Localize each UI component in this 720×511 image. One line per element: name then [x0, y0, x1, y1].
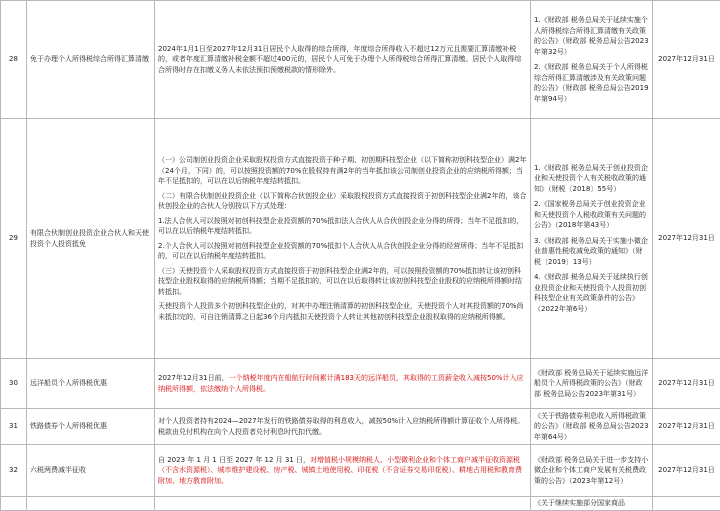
policy-basis [531, 497, 653, 511]
table-row [1, 497, 720, 511]
policy-name: 铁路债券个人所得税优惠 [27, 409, 155, 445]
expiry-date [653, 497, 720, 511]
content-text: 自 2023 年 1 月 1 日至 2027 年 12 月 31 日， [158, 455, 311, 464]
row-number: 30 [1, 359, 27, 409]
policy-content [155, 497, 531, 511]
table-row [1, 1, 720, 119]
policy-name: 远洋船员个人所得税优惠 [27, 359, 155, 409]
basis-item: 《财政部 税务总局关于延续实施远洋船员个人所得税政策的公告》（财政部 税务总局公告2023年第31号） [534, 368, 649, 398]
expiry-date: 2027年12月31日 [653, 119, 720, 359]
table-row [1, 445, 720, 497]
content-paragraph: 1.法人合伙人可以按照对初创科技型企业投资额的70%抵扣法人合伙人从合伙创投企业分得的所得；当年不足抵扣的，可以在以后纳税年度结转抵扣。 [158, 216, 524, 235]
table-row [1, 409, 720, 445]
policy-content [155, 359, 531, 409]
content-text: 2027年12月31日前， [158, 374, 229, 382]
row-number: 29 [1, 119, 27, 359]
content-highlight: 一个纳税年度内在船航行时间累计满183天的远洋船员，其取得的工资薪金收入减按50%计入应纳税所得额，依法缴纳个人所得税。 [158, 374, 524, 393]
row-number [1, 497, 27, 511]
policy-content [155, 119, 531, 359]
content-paragraph: （三）天使投资个人采取股权投资方式直接投资于初创科技型企业满2年的，可以按照投资额的70%抵扣转让该初创科技型企业股权取得的应纳税所得额；当期不足抵扣的，可以在以后取得转让该初创科技型企业股权的应纳税所得额时结转抵扣。 [158, 266, 522, 296]
expiry-date: 2027年12月31日 [653, 1, 720, 119]
content-paragraph: （一）公司制创业投资企业采取股权投资方式直接投资于种子期、初创期科技型企业（以下简称初创科技型企业）满2年（24个月，下同）的，可以按照投资额的70%在股权持有满2年的当年抵扣该公司制创业投资企业的应纳税所得额；当年不足抵扣的，可以在以后纳税年度结转抵扣。 [158, 156, 527, 185]
content-highlight: 对增值税小规模纳税人、小型微利企业和个体工商户减半征收资源税（不含水资源税）、城市维护建设税、房产税、城镇土地使用税、印花税（不含证券交易印花税）、耕地占用税和教育费附加、地方教育附加。 [158, 455, 522, 485]
basis-item: 1.《财政部 税务总局关于延续实施个人所得税综合所得汇算清缴有关政策的公告》（财政部 税务总局公告2023年第32号） [534, 16, 649, 56]
policy-content [155, 445, 531, 497]
basis-item: 《关于继续实施部分国家商品 [534, 499, 625, 508]
basis-item: 《财政部 税务总局关于进一步支持小微企业和个体工商户发展有关税费政策的公告》（2023年第12号） [534, 455, 649, 485]
policy-content [155, 409, 531, 445]
policy-basis [531, 119, 653, 359]
content-paragraph: 2024年1月1日至2027年12月31日居民个人取得的综合所得，年度综合所得收入不超过12万元且需要汇算清缴补税的，或者年度汇算清缴补税金额不超过400元的，居民个人可免于办理个人所得税综合所得汇算清缴。居民个人取得综合所得时存在扣缴义务人未依法预扣预缴税款的情形除外。 [158, 44, 522, 74]
basis-item: 1.《财政部 税务总局关于创业投资企业和天使投资个人有关税收政策的通知》（财税〔2018〕55号） [534, 163, 648, 193]
table-row [1, 119, 720, 359]
basis-item: 4.《财政部 税务总局关于延续执行创业投资企业和天使投资个人投资初创科技型企业有关政策条件的公告》（2022年第6号） [534, 273, 648, 313]
basis-item: 3.《财政部 税务总局关于实施小微企业普惠性税收减免政策的通知》（财税〔2019〕13号） [534, 236, 648, 266]
policy-name [27, 497, 155, 511]
row-number: 28 [1, 1, 27, 119]
content-paragraph: 天使投资个人投资多个初创科技型企业的，对其中办理注销清算的初创科技型企业，天使投资个人对其投资额的70%尚未抵扣完的，可自注销清算之日起36个月内抵扣天使投资个人转让其他初创科技型企业股权取得的应纳税所得额。 [158, 302, 524, 321]
expiry-date: 2027年12月31日 [653, 409, 720, 445]
policy-name: 免于办理个人所得税综合所得汇算清缴 [27, 1, 155, 119]
basis-item: 2.《财政部 税务总局关于个人所得税综合所得汇算清缴涉及有关政策问题的公告》（财政部 税务总局公告2019年第94号） [534, 63, 649, 103]
table-row [1, 359, 720, 409]
expiry-date: 2027年12月31日 [653, 359, 720, 409]
policy-name: 六税两费减半征收 [27, 445, 155, 497]
row-number: 32 [1, 445, 27, 497]
content-paragraph: （二）有限合伙制创业投资企业（以下简称合伙创投企业）采取股权投资方式直接投资于初创科技型企业满2年的，该合伙创投企业的合伙人分别按以下方式处理： [158, 191, 527, 210]
content-paragraph: 2.个人合伙人可以按照对初创科技型企业投资额的70%抵扣个人合伙人从合伙创投企业分得的经营所得；当年不足抵扣的，可以在以后纳税年度结转抵扣。 [158, 241, 524, 260]
policy-basis [531, 359, 653, 409]
row-number: 31 [1, 409, 27, 445]
policy-basis [531, 409, 653, 445]
policy-basis [531, 1, 653, 119]
policy-name: 有限合伙制创业投资企业合伙人和天使投资个人投资抵免 [27, 119, 155, 359]
policy-content [155, 1, 531, 119]
content-paragraph: 对个人投资者持有2024—2027年发行的铁路债券取得的利息收入，减按50%计入应纳税所得额计算征收个人所得税。税款由兑付机构在向个人投资者兑付利息时代扣代缴。 [158, 417, 525, 436]
basis-item: 《关于铁路债券利息收入所得税政策的公告》（财政部 税务总局公告2023年第64号） [534, 411, 649, 441]
policy-basis [531, 445, 653, 497]
basis-item: 2.《国家税务总局关于创业投资企业和天使投资个人税收政策有关问题的公告》（2018年第43号） [534, 200, 646, 230]
expiry-date: 2027年12月31日 [653, 445, 720, 497]
